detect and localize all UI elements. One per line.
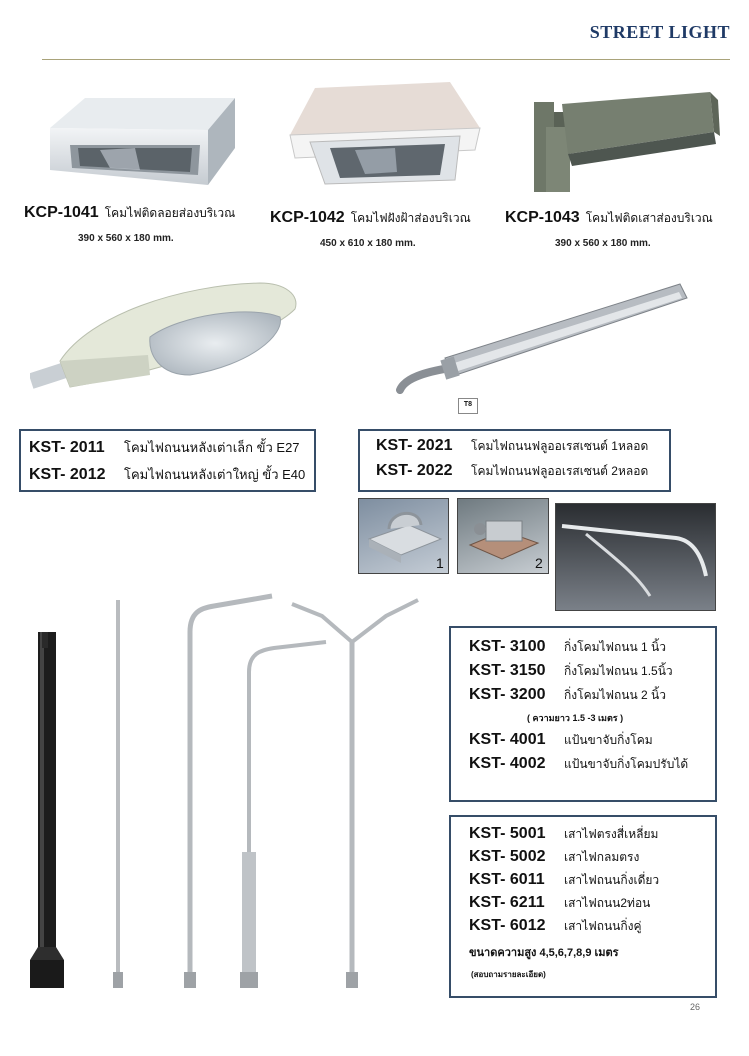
list-item [469, 848, 715, 867]
recessed-floodlight-image [285, 80, 485, 188]
bracket-photo-2 [457, 498, 549, 574]
detail-note: (สอบถามรายละเอียด) [471, 970, 546, 979]
product-desc: เสาไฟถนนกิ่งเดี่ยว [564, 873, 660, 887]
ceiling-floodlight-image [40, 90, 240, 190]
product-desc: โคมไฟถนนหลังเต่าใหญ่ ขั้ว E40 [124, 467, 306, 482]
list-item [469, 825, 715, 844]
product-code: KST- 6011 [469, 871, 545, 888]
product-box-fluorescent-lamps [358, 429, 671, 492]
list-item [469, 755, 715, 774]
product-code: KST- 4001 [469, 731, 546, 748]
product-code: KST- 3150 [469, 662, 546, 679]
list-item [469, 731, 715, 750]
product-desc: กิ่งโคมไฟถนน 1.5นิ้ว [564, 664, 673, 678]
pole-mounted-floodlight-image [528, 92, 728, 192]
arm-photo [555, 503, 716, 611]
product-code: KCP-1043 [505, 209, 580, 226]
list-item [376, 462, 669, 481]
list-item [469, 917, 715, 936]
product-box-poles [449, 815, 717, 998]
list-item [469, 871, 715, 890]
product-code: KCP-1042 [270, 209, 345, 226]
turtle-street-lamp-image [30, 275, 310, 405]
product-kcp-1043 [505, 209, 735, 249]
product-box-lamp-arms [449, 626, 717, 802]
product-code: KST- 5002 [469, 848, 546, 865]
product-code: KST- 2012 [29, 466, 106, 483]
product-code: KST- 4002 [469, 755, 546, 772]
lamp-arm-image [556, 504, 716, 611]
product-box-turtle-lamps [19, 429, 316, 492]
list-item [29, 464, 314, 485]
single-arm-pole-icon [184, 596, 272, 988]
product-desc: โคมไฟติดลอยส่องบริเวณ [104, 206, 236, 220]
product-desc: เสาไฟถนนกิ่งคู่ [564, 919, 642, 933]
list-item [469, 662, 715, 681]
list-item [29, 437, 314, 458]
bracket-photo-1 [358, 498, 449, 574]
square-pole-icon [30, 632, 64, 988]
product-code: KST- 5001 [469, 825, 546, 842]
round-pole-icon [113, 600, 123, 988]
street-poles-image [26, 592, 436, 1002]
fluorescent-street-lamp-image [395, 280, 695, 395]
list-item [469, 894, 715, 913]
photo-number: 1 [436, 555, 444, 571]
height-note: ขนาดความสูง 4,5,6,7,8,9 เมตร [469, 947, 619, 959]
product-code: KST- 6012 [469, 917, 546, 934]
product-desc: โคมไฟฝังฝ้าส่องบริเวณ [350, 211, 471, 225]
product-desc: กิ่งโคมไฟถนน 2 นิ้ว [564, 688, 666, 702]
product-desc: เสาไฟกลมตรง [564, 850, 640, 864]
list-item [376, 437, 669, 456]
product-desc: เสาไฟถนน2ท่อน [564, 896, 651, 910]
product-desc: กิ่งโคมไฟถนน 1 นิ้ว [564, 640, 666, 654]
product-code: KST- 3100 [469, 638, 546, 655]
t8-tube-label: T8 [458, 398, 478, 414]
list-item [469, 686, 715, 705]
product-code: KST- 6211 [469, 894, 545, 911]
page-number: 26 [690, 1002, 701, 1012]
header-divider [42, 59, 730, 60]
product-desc: โคมไฟถนนหลังเต่าเล็ก ขั้ว E27 [124, 440, 300, 455]
product-code: KCP-1041 [24, 204, 99, 221]
product-desc: แป้นขาจับกิ่งโคมปรับได้ [564, 757, 689, 771]
product-kcp-1042 [270, 209, 495, 249]
page-title: STREET LIGHT [589, 22, 730, 42]
photo-number: 2 [535, 555, 543, 571]
product-dimension: 450 x 610 x 180 mm. [320, 238, 416, 249]
product-kcp-1041 [24, 204, 254, 244]
product-desc: โคมไฟถนนฟลูออเรสเซนต์ 2หลอด [471, 464, 649, 478]
double-arm-pole-icon [292, 600, 418, 988]
product-code: KST- 2021 [376, 437, 453, 454]
two-piece-pole-icon [240, 642, 326, 988]
product-dimension: 390 x 560 x 180 mm. [78, 233, 174, 244]
product-desc: โคมไฟติดเสาส่องบริเวณ [585, 211, 713, 225]
product-desc: เสาไฟตรงสี่เหลี่ยม [564, 827, 659, 841]
product-code: KST- 2022 [376, 462, 453, 479]
product-code: KST- 3200 [469, 686, 546, 703]
length-note: ( ความยาว 1.5 -3 เมตร ) [527, 713, 624, 723]
product-code: KST- 2011 [29, 439, 105, 456]
product-desc: โคมไฟถนนฟลูออเรสเซนต์ 1หลอด [471, 439, 649, 453]
product-dimension: 390 x 560 x 180 mm. [555, 238, 651, 249]
product-desc: แป้นขาจับกิ่งโคม [564, 733, 653, 747]
list-item [469, 638, 715, 657]
